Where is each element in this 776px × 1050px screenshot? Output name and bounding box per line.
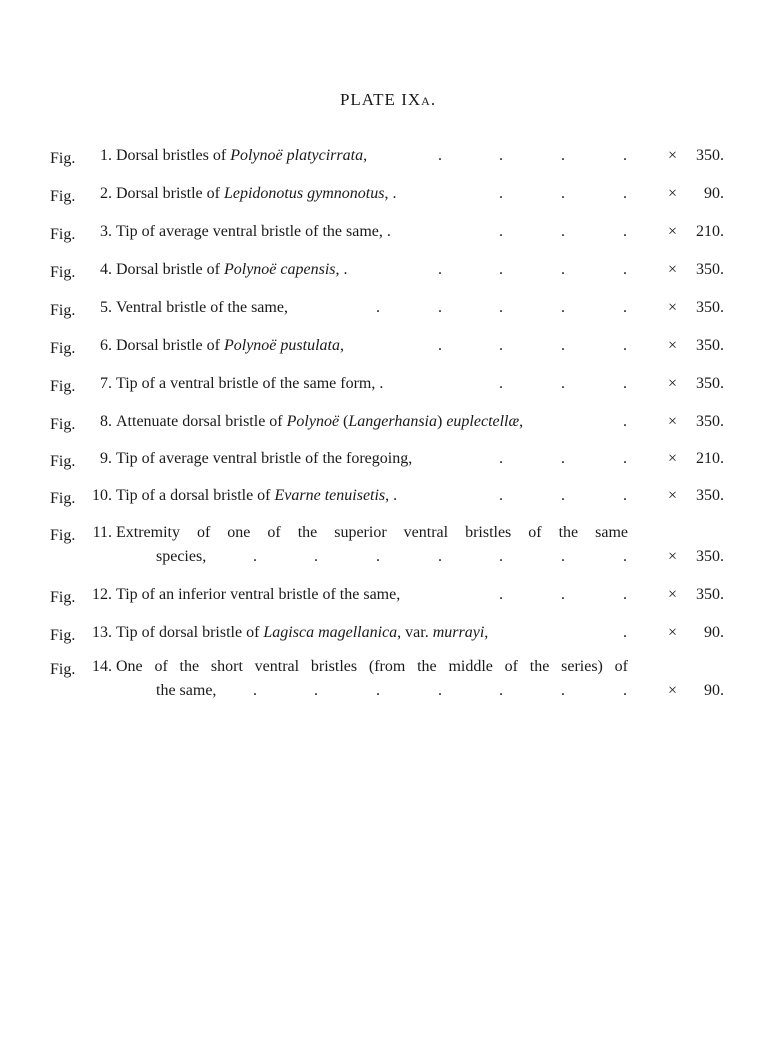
leader-dots: . . . . . <box>376 299 627 316</box>
fig-label: Fig. <box>50 302 76 319</box>
leader-dots: . . . <box>499 586 627 603</box>
magnification: × 350. <box>668 147 724 164</box>
fig-label: Fig. <box>50 453 76 470</box>
magnification: × 350. <box>668 337 724 354</box>
fig-description: Tip of average ventral bristle of the foregoing, <box>116 450 413 467</box>
leader-dots: . . . . <box>438 147 627 164</box>
fig-number: 5. <box>100 299 112 316</box>
fig-label: Fig. <box>50 490 76 507</box>
leader-dots: . . . . . . . <box>253 682 627 699</box>
magnification: × 350. <box>668 413 724 430</box>
plate-title-period: . <box>430 90 437 109</box>
figure-entry <box>50 296 730 320</box>
leader-dots: . <box>623 413 627 430</box>
fig-label: Fig. <box>50 264 76 281</box>
plate-title-suffix: A <box>421 94 431 108</box>
fig-description: Tip of a ventral bristle of the same form, . <box>116 375 384 392</box>
fig-label: Fig. <box>50 661 76 678</box>
fig-number: 10. <box>92 487 112 504</box>
leader-dots: . . . <box>499 487 627 504</box>
fig-description-continued: the same, <box>156 682 217 699</box>
plate-title-main: PLATE IX <box>339 90 422 109</box>
fig-description: Tip of a dorsal bristle of Evarne tenuisetis, . <box>116 487 398 504</box>
fig-number: 8. <box>100 413 112 430</box>
figure-entry <box>50 334 730 358</box>
leader-dots: . . . <box>499 375 627 392</box>
fig-description: Tip of an inferior ventral bristle of the same, <box>116 586 401 603</box>
fig-description: Dorsal bristles of Polynoë platycirrata, <box>116 147 368 164</box>
magnification: × 90. <box>668 682 724 699</box>
fig-description: Ventral bristle of the same, <box>116 299 288 316</box>
fig-description: Extremity of one of the superior ventral bristles of the same <box>116 524 628 541</box>
figure-entry <box>50 410 730 434</box>
figure-entry <box>50 144 730 168</box>
fig-label: Fig. <box>50 527 76 544</box>
fig-number: 9. <box>100 450 112 467</box>
leader-dots: . . . . <box>438 261 627 278</box>
figure-entry <box>50 220 730 244</box>
figure-entry <box>50 521 730 569</box>
leader-dots: . . . . <box>438 337 627 354</box>
figure-entry <box>50 182 730 206</box>
fig-number: 11. <box>92 524 112 541</box>
fig-label: Fig. <box>50 188 76 205</box>
leader-dots: . <box>623 624 627 641</box>
magnification: × 210. <box>668 223 724 240</box>
magnification: × 210. <box>668 450 724 467</box>
leader-dots: . . . <box>499 185 627 202</box>
fig-description-continued: species, <box>156 548 207 565</box>
fig-description: Tip of average ventral bristle of the same, . <box>116 223 391 240</box>
figure-entry <box>50 484 730 508</box>
fig-label: Fig. <box>50 416 76 433</box>
fig-description: Dorsal bristle of Lepidonotus gymnonotus, . <box>116 185 397 202</box>
figure-entry <box>50 372 730 396</box>
fig-label: Fig. <box>50 226 76 243</box>
leader-dots: . . . <box>499 223 627 240</box>
magnification: × 350. <box>668 586 724 603</box>
fig-description: Tip of dorsal bristle of Lagisca magellanica, var. murrayi, <box>116 624 489 641</box>
magnification: × 350. <box>668 548 724 565</box>
fig-label: Fig. <box>50 150 76 167</box>
fig-number: 3. <box>100 223 112 240</box>
figure-entry <box>50 583 730 607</box>
fig-number: 7. <box>100 375 112 392</box>
fig-label: Fig. <box>50 378 76 395</box>
fig-description: Dorsal bristle of Polynoë capensis, . <box>116 261 348 278</box>
magnification: × 90. <box>668 624 724 641</box>
leader-dots: . . . <box>499 450 627 467</box>
fig-number: 1. <box>100 147 112 164</box>
fig-description: One of the short ventral bristles (from the middle of the series) of <box>116 658 628 675</box>
magnification: × 350. <box>668 299 724 316</box>
fig-label: Fig. <box>50 589 76 606</box>
magnification: × 350. <box>668 375 724 392</box>
fig-label: Fig. <box>50 627 76 644</box>
figure-entry <box>50 655 730 703</box>
fig-description: Attenuate dorsal bristle of Polynoë (Langerhansia) euplectellæ, <box>116 413 524 430</box>
magnification: × 350. <box>668 261 724 278</box>
figure-entry <box>50 258 730 282</box>
fig-number: 14. <box>92 658 112 675</box>
fig-number: 4. <box>100 261 112 278</box>
fig-label: Fig. <box>50 340 76 357</box>
fig-number: 6. <box>100 337 112 354</box>
plate-title <box>0 90 776 110</box>
fig-description: Dorsal bristle of Polynoë pustulata, <box>116 337 344 354</box>
leader-dots: . . . . . . . <box>253 548 627 565</box>
fig-number: 12. <box>92 586 112 603</box>
figure-entry <box>50 447 730 471</box>
magnification: × 90. <box>668 185 724 202</box>
fig-number: 2. <box>100 185 112 202</box>
magnification: × 350. <box>668 487 724 504</box>
figure-entry <box>50 621 730 645</box>
fig-number: 13. <box>92 624 112 641</box>
